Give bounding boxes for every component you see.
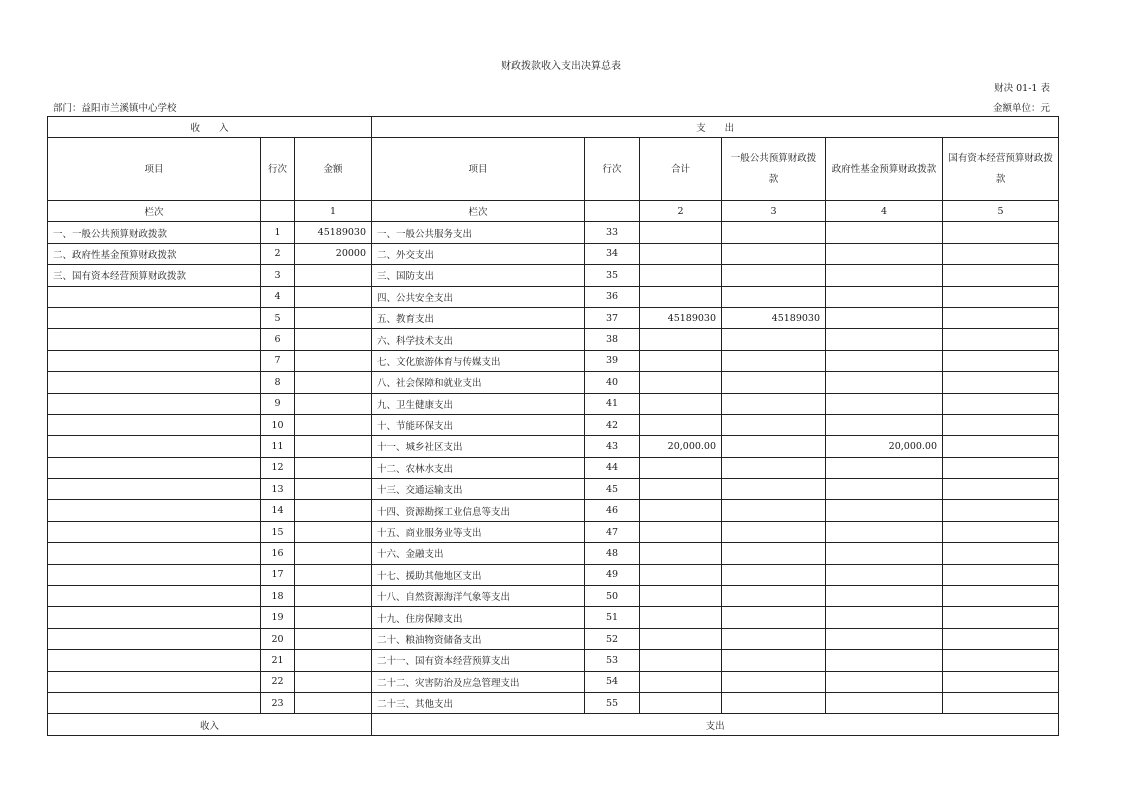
table-row: [48, 436, 1059, 457]
income-line-no-cell: 5: [261, 307, 295, 328]
table-row: [48, 222, 1059, 243]
income-line-no-cell: 3: [261, 265, 295, 286]
income-item-cell: [48, 479, 261, 500]
expense-column-blank: [585, 201, 640, 222]
income-amount-cell: [295, 393, 372, 414]
income-item-cell: [48, 607, 261, 628]
income-line-no-cell: 8: [261, 372, 295, 393]
expense-item-cell: 十五、商业服务业等支出: [372, 521, 585, 542]
gov-fund-cell: [826, 564, 943, 585]
expense-item-cell: 五、教育支出: [372, 307, 585, 328]
income-amount-cell: [295, 436, 372, 457]
total-cell: [640, 607, 722, 628]
general-budget-cell: [722, 243, 826, 264]
income-item-cell: [48, 543, 261, 564]
state-capital-cell: [943, 372, 1059, 393]
total-cell: [640, 265, 722, 286]
general-budget-cell: [722, 286, 826, 307]
state-capital-cell: [943, 500, 1059, 521]
income-item-cell: [48, 586, 261, 607]
table-row: [48, 586, 1059, 607]
gov-fund-cell: [826, 671, 943, 692]
income-line-no-cell: 10: [261, 414, 295, 435]
table-row: [48, 414, 1059, 435]
expense-item-cell: 十一、城乡社区支出: [372, 436, 585, 457]
total-cell: [640, 222, 722, 243]
state-capital-header: 国有资本经营预算财政拨款: [943, 138, 1059, 201]
table-row: [48, 479, 1059, 500]
state-capital-cell: [943, 628, 1059, 649]
expense-section-header: 支 出: [372, 117, 1059, 138]
income-line-no-cell: 22: [261, 671, 295, 692]
general-budget-cell: [722, 222, 826, 243]
general-budget-cell: [722, 607, 826, 628]
total-cell: [640, 329, 722, 350]
gov-fund-column-number: 4: [826, 201, 943, 222]
income-footer: 收入: [48, 714, 372, 735]
state-capital-cell: [943, 543, 1059, 564]
expense-item-cell: 十六、金融支出: [372, 543, 585, 564]
general-budget-cell: [722, 564, 826, 585]
expense-line-no-cell: 47: [585, 521, 640, 542]
income-line-no-cell: 21: [261, 650, 295, 671]
table-row: [48, 543, 1059, 564]
expense-line-no-cell: 50: [585, 586, 640, 607]
total-cell: [640, 692, 722, 713]
amount-column-number: 1: [295, 201, 372, 222]
general-budget-cell: [722, 265, 826, 286]
income-item-cell: [48, 372, 261, 393]
total-cell: [640, 479, 722, 500]
general-budget-cell: [722, 586, 826, 607]
expense-item-cell: 十二、农林水支出: [372, 457, 585, 478]
total-cell: [640, 586, 722, 607]
total-header: 合计: [640, 138, 722, 201]
income-line-no-cell: 16: [261, 543, 295, 564]
expense-column-label: 栏次: [372, 201, 585, 222]
footer-row: [48, 714, 1059, 735]
expense-line-no-cell: 55: [585, 692, 640, 713]
total-cell: [640, 628, 722, 649]
table-row: [48, 692, 1059, 713]
state-capital-cell: [943, 457, 1059, 478]
state-capital-cell: [943, 650, 1059, 671]
income-amount-cell: 45189030: [295, 222, 372, 243]
income-line-no-cell: 1: [261, 222, 295, 243]
income-item-cell: [48, 286, 261, 307]
general-budget-header: 一般公共预算财政拨款: [722, 138, 826, 201]
table-row: [48, 457, 1059, 478]
income-item-cell: [48, 350, 261, 371]
expense-item-cell: 二十三、其他支出: [372, 692, 585, 713]
expense-line-no-cell: 41: [585, 393, 640, 414]
state-capital-cell: [943, 307, 1059, 328]
expense-item-cell: 三、国防支出: [372, 265, 585, 286]
general-budget-cell: [722, 543, 826, 564]
total-cell: 20,000.00: [640, 436, 722, 457]
total-cell: [640, 500, 722, 521]
total-cell: [640, 372, 722, 393]
expense-item-cell: 十、节能环保支出: [372, 414, 585, 435]
income-amount-header: 金额: [295, 138, 372, 201]
state-capital-cell: [943, 564, 1059, 585]
income-amount-cell: [295, 586, 372, 607]
general-budget-cell: [722, 500, 826, 521]
expense-line-no-header: 行次: [585, 138, 640, 201]
total-cell: [640, 543, 722, 564]
income-amount-cell: [295, 479, 372, 500]
report-title: 财政拨款收入支出决算总表: [501, 61, 621, 72]
state-capital-cell: [943, 671, 1059, 692]
table-row: [48, 329, 1059, 350]
income-amount-cell: [295, 521, 372, 542]
table-row: [48, 607, 1059, 628]
expense-item-cell: 二、外交支出: [372, 243, 585, 264]
state-capital-cell: [943, 329, 1059, 350]
gov-fund-cell: [826, 265, 943, 286]
expense-item-header: 项目: [372, 138, 585, 201]
income-amount-cell: [295, 650, 372, 671]
expense-item-cell: 十四、资源勘探工业信息等支出: [372, 500, 585, 521]
gov-fund-cell: [826, 286, 943, 307]
income-item-cell: [48, 414, 261, 435]
gov-fund-cell: [826, 500, 943, 521]
general-budget-cell: [722, 479, 826, 500]
expense-item-cell: 八、社会保障和就业支出: [372, 372, 585, 393]
gov-fund-cell: [826, 586, 943, 607]
table-row: [48, 307, 1059, 328]
gov-fund-cell: [826, 650, 943, 671]
income-item-cell: [48, 500, 261, 521]
budget-summary-table: [47, 116, 1059, 736]
table-row: [48, 564, 1059, 585]
expense-line-no-cell: 37: [585, 307, 640, 328]
form-number: 财决 01-1 表: [994, 83, 1050, 94]
total-cell: [640, 243, 722, 264]
income-amount-cell: [295, 671, 372, 692]
gov-fund-cell: [826, 543, 943, 564]
income-line-no-cell: 20: [261, 628, 295, 649]
income-line-no-cell: 14: [261, 500, 295, 521]
table-row: [48, 671, 1059, 692]
income-item-cell: 三、国有资本经营预算财政拨款: [48, 265, 261, 286]
total-cell: [640, 671, 722, 692]
income-line-no-cell: 13: [261, 479, 295, 500]
expense-item-cell: 十七、援助其他地区支出: [372, 564, 585, 585]
expense-item-cell: 十八、自然资源海洋气象等支出: [372, 586, 585, 607]
income-amount-cell: [295, 265, 372, 286]
expense-footer: 支出: [372, 714, 1059, 735]
income-amount-cell: 20000: [295, 243, 372, 264]
total-cell: [640, 350, 722, 371]
expense-item-cell: 二十一、国有资本经营预算支出: [372, 650, 585, 671]
gov-fund-cell: [826, 521, 943, 542]
state-capital-cell: [943, 393, 1059, 414]
income-item-cell: [48, 521, 261, 542]
general-budget-cell: [722, 692, 826, 713]
expense-line-no-cell: 43: [585, 436, 640, 457]
column-label: 栏次: [48, 201, 261, 222]
expense-item-cell: 二十、粮油物资储备支出: [372, 628, 585, 649]
income-line-no-cell: 11: [261, 436, 295, 457]
section-header-row: [48, 117, 1059, 138]
column-number-row: [48, 201, 1059, 222]
income-item-cell: [48, 650, 261, 671]
state-capital-cell: [943, 414, 1059, 435]
income-amount-cell: [295, 372, 372, 393]
expense-item-cell: 七、文化旅游体育与传媒支出: [372, 350, 585, 371]
column-blank: [261, 201, 295, 222]
general-budget-cell: [722, 393, 826, 414]
state-capital-column-number: 5: [943, 201, 1059, 222]
table-row: [48, 286, 1059, 307]
state-capital-cell: [943, 607, 1059, 628]
income-amount-cell: [295, 329, 372, 350]
department-label: 部门：益阳市兰溪镇中心学校: [53, 103, 177, 114]
income-item-cell: 二、政府性基金预算财政拨款: [48, 243, 261, 264]
general-budget-cell: [722, 372, 826, 393]
expense-line-no-cell: 34: [585, 243, 640, 264]
total-cell: [640, 393, 722, 414]
income-amount-cell: [295, 607, 372, 628]
income-line-no-cell: 17: [261, 564, 295, 585]
table-row: [48, 521, 1059, 542]
gov-fund-cell: [826, 607, 943, 628]
expense-item-cell: 一、一般公共服务支出: [372, 222, 585, 243]
income-amount-cell: [295, 692, 372, 713]
income-line-no-cell: 7: [261, 350, 295, 371]
income-item-cell: [48, 628, 261, 649]
general-budget-cell: [722, 457, 826, 478]
gov-fund-cell: 20,000.00: [826, 436, 943, 457]
general-budget-cell: [722, 671, 826, 692]
income-line-no-cell: 6: [261, 329, 295, 350]
income-amount-cell: [295, 307, 372, 328]
total-cell: 45189030: [640, 307, 722, 328]
income-amount-cell: [295, 500, 372, 521]
general-budget-cell: [722, 521, 826, 542]
general-budget-cell: [722, 329, 826, 350]
total-column-number: 2: [640, 201, 722, 222]
income-item-cell: [48, 436, 261, 457]
general-budget-cell: [722, 350, 826, 371]
expense-line-no-cell: 35: [585, 265, 640, 286]
gov-fund-cell: [826, 222, 943, 243]
income-line-no-cell: 12: [261, 457, 295, 478]
state-capital-cell: [943, 286, 1059, 307]
gov-fund-cell: [826, 692, 943, 713]
general-budget-cell: 45189030: [722, 307, 826, 328]
expense-line-no-cell: 52: [585, 628, 640, 649]
state-capital-cell: [943, 692, 1059, 713]
expense-item-cell: 九、卫生健康支出: [372, 393, 585, 414]
total-cell: [640, 457, 722, 478]
expense-item-cell: 六、科学技术支出: [372, 329, 585, 350]
gov-fund-cell: [826, 457, 943, 478]
state-capital-cell: [943, 265, 1059, 286]
total-cell: [640, 414, 722, 435]
general-budget-cell: [722, 650, 826, 671]
gov-fund-cell: [826, 372, 943, 393]
total-cell: [640, 650, 722, 671]
expense-line-no-cell: 33: [585, 222, 640, 243]
table-row: [48, 372, 1059, 393]
state-capital-cell: [943, 350, 1059, 371]
expense-line-no-cell: 54: [585, 671, 640, 692]
table-row: [48, 500, 1059, 521]
income-item-cell: [48, 564, 261, 585]
expense-line-no-cell: 44: [585, 457, 640, 478]
income-line-no-cell: 2: [261, 243, 295, 264]
general-budget-cell: [722, 628, 826, 649]
gov-fund-cell: [826, 479, 943, 500]
gov-fund-cell: [826, 307, 943, 328]
income-amount-cell: [295, 564, 372, 585]
gov-fund-cell: [826, 329, 943, 350]
income-item-cell: [48, 692, 261, 713]
total-cell: [640, 521, 722, 542]
table-row: [48, 265, 1059, 286]
income-item-cell: [48, 457, 261, 478]
total-cell: [640, 564, 722, 585]
state-capital-cell: [943, 222, 1059, 243]
expense-line-no-cell: 45: [585, 479, 640, 500]
income-line-no-cell: 19: [261, 607, 295, 628]
gov-fund-cell: [826, 628, 943, 649]
income-line-no-cell: 23: [261, 692, 295, 713]
income-item-cell: [48, 671, 261, 692]
table-row: [48, 393, 1059, 414]
expense-line-no-cell: 46: [585, 500, 640, 521]
income-item-cell: [48, 329, 261, 350]
gov-fund-cell: [826, 243, 943, 264]
gov-fund-cell: [826, 350, 943, 371]
income-amount-cell: [295, 286, 372, 307]
table-row: [48, 243, 1059, 264]
general-budget-cell: [722, 414, 826, 435]
expense-line-no-cell: 40: [585, 372, 640, 393]
gov-fund-cell: [826, 414, 943, 435]
expense-line-no-cell: 48: [585, 543, 640, 564]
total-cell: [640, 286, 722, 307]
general-column-number: 3: [722, 201, 826, 222]
income-amount-cell: [295, 457, 372, 478]
state-capital-cell: [943, 436, 1059, 457]
income-amount-cell: [295, 414, 372, 435]
table-row: [48, 628, 1059, 649]
income-line-no-cell: 4: [261, 286, 295, 307]
expense-line-no-cell: 49: [585, 564, 640, 585]
income-line-no-header: 行次: [261, 138, 295, 201]
expense-item-cell: 四、公共安全支出: [372, 286, 585, 307]
income-section-header: 收 入: [48, 117, 372, 138]
expense-line-no-cell: 42: [585, 414, 640, 435]
expense-line-no-cell: 36: [585, 286, 640, 307]
expense-item-cell: 十三、交通运输支出: [372, 479, 585, 500]
general-budget-cell: [722, 436, 826, 457]
state-capital-cell: [943, 521, 1059, 542]
state-capital-cell: [943, 479, 1059, 500]
expense-line-no-cell: 53: [585, 650, 640, 671]
income-item-cell: 一、一般公共预算财政拨款: [48, 222, 261, 243]
expense-item-cell: 十九、住房保障支出: [372, 607, 585, 628]
gov-fund-cell: [826, 393, 943, 414]
column-header-row: [48, 138, 1059, 201]
income-line-no-cell: 9: [261, 393, 295, 414]
state-capital-cell: [943, 586, 1059, 607]
amount-unit-label: 金额单位：元: [992, 103, 1050, 114]
state-capital-cell: [943, 243, 1059, 264]
expense-line-no-cell: 38: [585, 329, 640, 350]
gov-fund-header: 政府性基金预算财政拨款: [826, 138, 943, 201]
table-row: [48, 350, 1059, 371]
income-amount-cell: [295, 350, 372, 371]
expense-line-no-cell: 39: [585, 350, 640, 371]
income-amount-cell: [295, 543, 372, 564]
table-row: [48, 650, 1059, 671]
income-item-cell: [48, 393, 261, 414]
expense-item-cell: 二十二、灾害防治及应急管理支出: [372, 671, 585, 692]
expense-line-no-cell: 51: [585, 607, 640, 628]
income-line-no-cell: 15: [261, 521, 295, 542]
income-amount-cell: [295, 628, 372, 649]
income-item-header: 项目: [48, 138, 261, 201]
income-item-cell: [48, 307, 261, 328]
income-line-no-cell: 18: [261, 586, 295, 607]
